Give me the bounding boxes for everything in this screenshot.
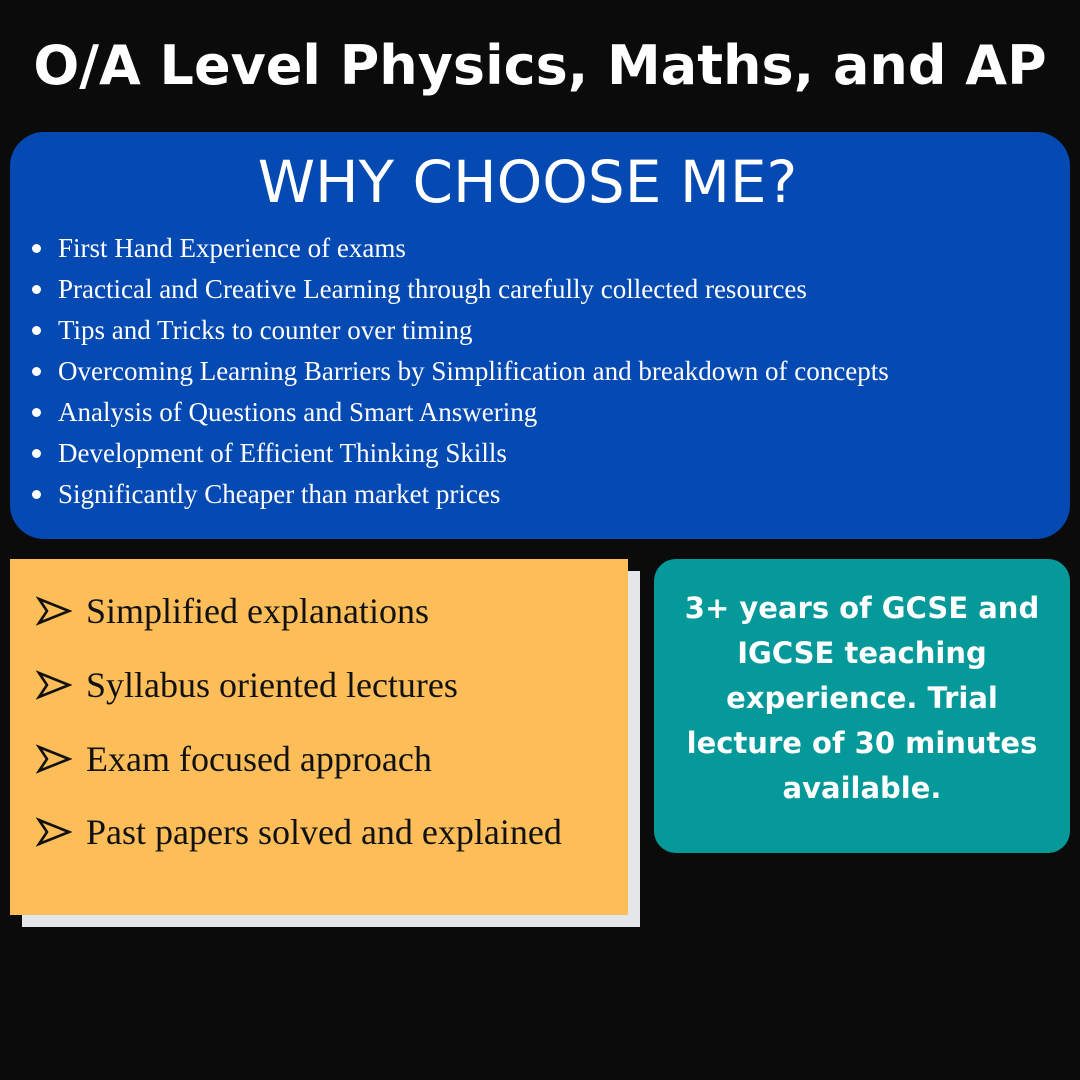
bullet-dot-icon	[32, 244, 41, 253]
experience-text: 3+ years of GCSE and IGCSE teaching experience. Trial lecture of 30 minutes available.	[684, 590, 1040, 805]
list-item	[32, 433, 1067, 474]
feature-item	[36, 663, 458, 707]
why-choose-me-heading: WHY CHOOSE ME?	[257, 148, 798, 216]
list-item	[32, 269, 1067, 310]
list-item	[32, 474, 1067, 515]
bullet-dot-icon	[32, 326, 41, 335]
feature-text: Simplified explanations	[86, 591, 429, 631]
list-item	[32, 228, 1067, 269]
bullet-dot-icon	[32, 367, 41, 376]
list-item-text: Development of Efficient Thinking Skills	[58, 438, 507, 468]
list-item-text: First Hand Experience of exams	[58, 233, 406, 263]
arrow-right-icon	[36, 744, 72, 774]
experience-card	[654, 559, 1070, 853]
feature-text: Past papers solved and explained	[86, 812, 562, 852]
why-choose-me-list	[32, 228, 1067, 515]
list-item-text: Practical and Creative Learning through carefully collected resources	[58, 274, 807, 304]
page-title: O/A Level Physics, Maths, and AP	[33, 34, 1047, 97]
bullet-dot-icon	[32, 449, 41, 458]
bullet-dot-icon	[32, 408, 41, 417]
feature-text: Syllabus oriented lectures	[86, 665, 458, 705]
bullet-dot-icon	[32, 285, 41, 294]
list-item-text: Tips and Tricks to counter over timing	[58, 315, 473, 345]
feature-text: Exam focused approach	[86, 739, 432, 779]
list-item-text: Overcoming Learning Barriers by Simplification and breakdown of concepts	[58, 356, 889, 386]
list-item	[32, 351, 1067, 392]
feature-item	[36, 737, 432, 781]
feature-item	[36, 589, 429, 633]
feature-item	[36, 810, 562, 854]
list-item	[32, 310, 1067, 351]
arrow-right-icon	[36, 670, 72, 700]
bullet-dot-icon	[32, 490, 41, 499]
arrow-right-icon	[36, 596, 72, 626]
list-item	[32, 392, 1067, 433]
features-card	[10, 559, 628, 915]
why-choose-me-panel	[10, 132, 1070, 539]
arrow-right-icon	[36, 817, 72, 847]
list-item-text: Significantly Cheaper than market prices	[58, 479, 501, 509]
list-item-text: Analysis of Questions and Smart Answering	[58, 397, 538, 427]
